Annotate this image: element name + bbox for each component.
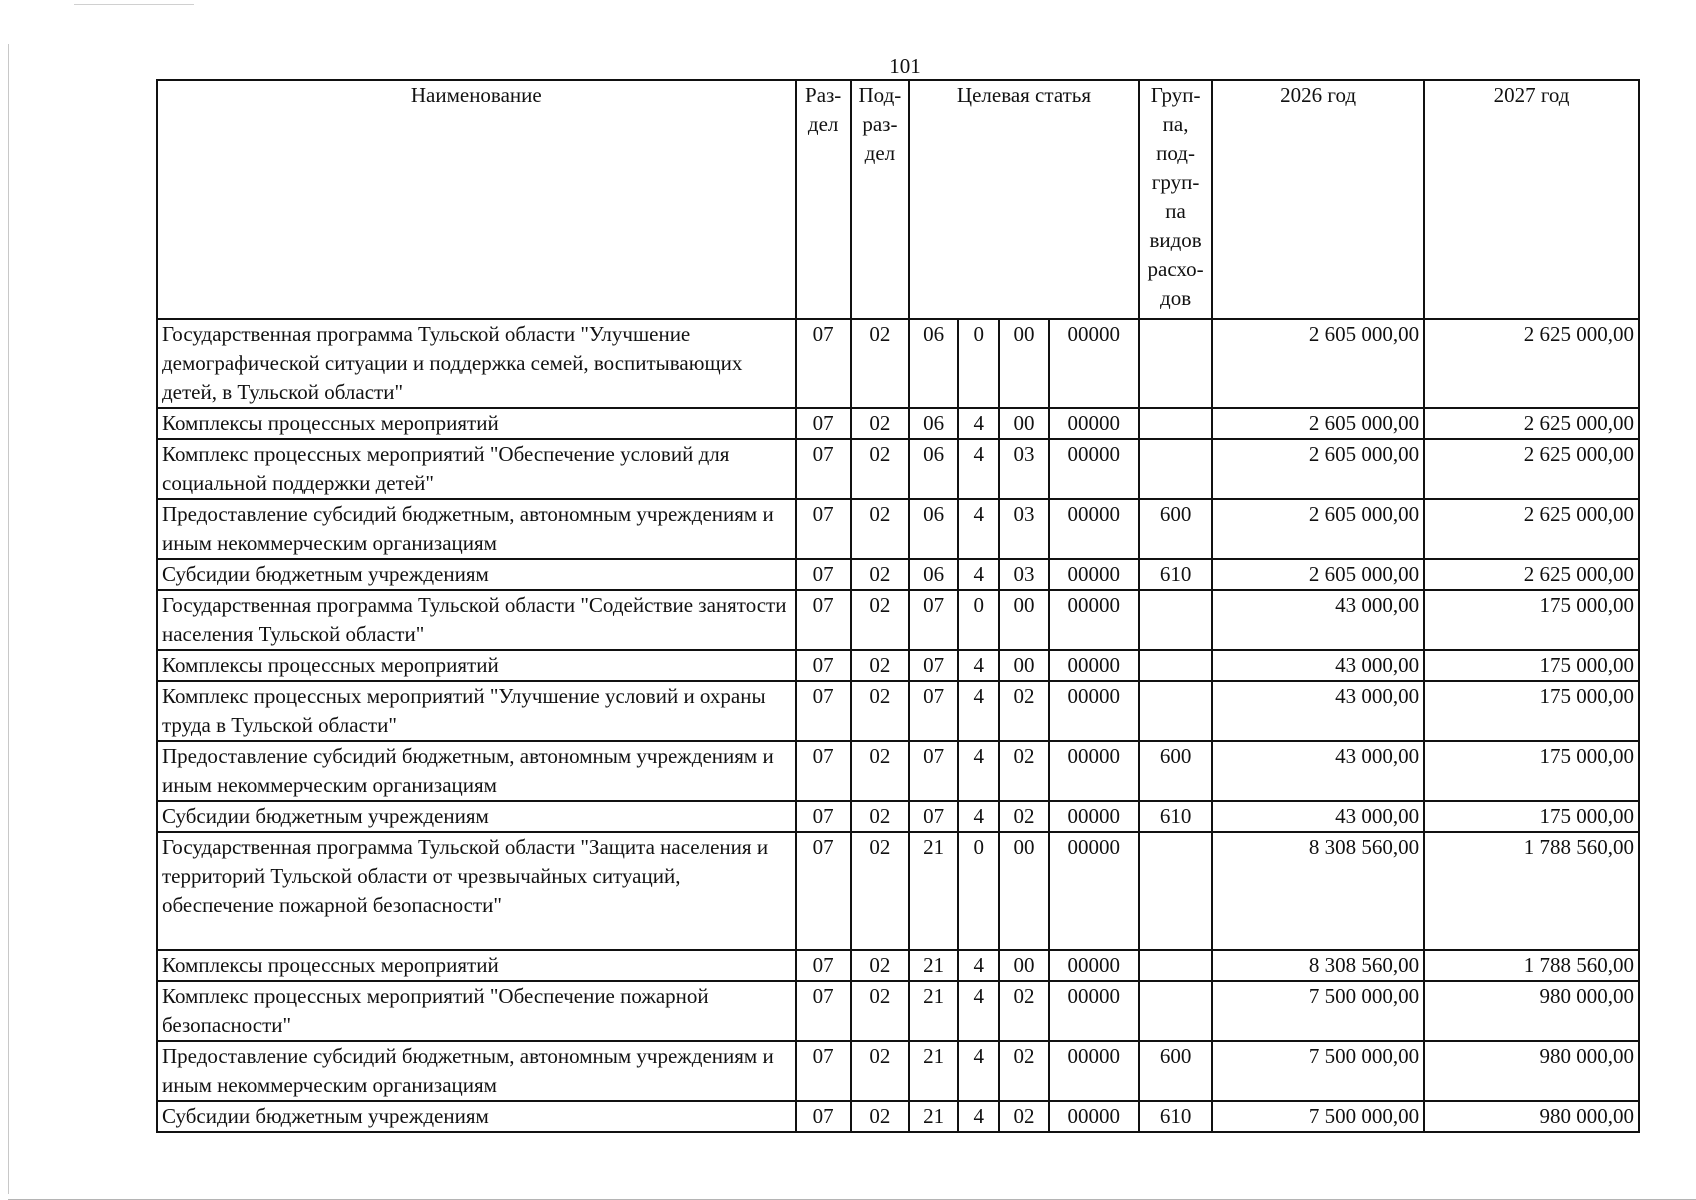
row-amount-2026: 2 605 000,00 [1212, 439, 1424, 499]
row-target-complex: 03 [999, 499, 1048, 559]
row-expense-group [1139, 832, 1212, 950]
row-name: Субсидии бюджетным учреждениям [157, 1101, 796, 1132]
row-amount-2027: 175 000,00 [1424, 681, 1639, 741]
row-name: Субсидии бюджетным учреждениям [157, 559, 796, 590]
header-year-2027: 2027 год [1424, 80, 1639, 319]
row-target-type: 4 [958, 650, 999, 681]
row-amount-2026: 2 605 000,00 [1212, 319, 1424, 408]
table-row [157, 681, 1639, 741]
row-name: Предоставление субсидий бюджетным, автономным учреждениям и иным некоммерческим организациям [157, 741, 796, 801]
row-razdel: 07 [796, 832, 851, 950]
row-expense-group [1139, 319, 1212, 408]
row-target-direction: 00000 [1049, 499, 1139, 559]
header-year-2026: 2026 год [1212, 80, 1424, 319]
row-target-complex: 02 [999, 681, 1048, 741]
row-podrazdel: 02 [851, 950, 909, 981]
row-name: Комплекс процессных мероприятий "Обеспечение условий для социальной поддержки детей" [157, 439, 796, 499]
row-razdel: 07 [796, 950, 851, 981]
row-razdel: 07 [796, 741, 851, 801]
row-target-program: 21 [909, 832, 958, 950]
row-target-type: 0 [958, 832, 999, 950]
row-target-program: 07 [909, 801, 958, 832]
table-row [157, 559, 1639, 590]
row-target-complex: 00 [999, 950, 1048, 981]
row-target-complex: 02 [999, 741, 1048, 801]
row-podrazdel: 02 [851, 439, 909, 499]
row-amount-2026: 7 500 000,00 [1212, 1101, 1424, 1132]
row-name: Предоставление субсидий бюджетным, автономным учреждениям и иным некоммерческим организациям [157, 499, 796, 559]
row-target-type: 4 [958, 741, 999, 801]
row-expense-group [1139, 590, 1212, 650]
row-amount-2027: 2 625 000,00 [1424, 319, 1639, 408]
row-name: Предоставление субсидий бюджетным, автономным учреждениям и иным некоммерческим организациям [157, 1041, 796, 1101]
row-target-program: 06 [909, 408, 958, 439]
row-expense-group [1139, 650, 1212, 681]
row-podrazdel: 02 [851, 981, 909, 1041]
table-row [157, 1041, 1639, 1101]
row-target-direction: 00000 [1049, 832, 1139, 950]
row-target-type: 4 [958, 681, 999, 741]
row-target-program: 07 [909, 741, 958, 801]
row-target-program: 06 [909, 439, 958, 499]
row-amount-2027: 175 000,00 [1424, 741, 1639, 801]
row-amount-2027: 2 625 000,00 [1424, 439, 1639, 499]
row-amount-2026: 43 000,00 [1212, 590, 1424, 650]
row-target-program: 06 [909, 559, 958, 590]
table-row [157, 950, 1639, 981]
row-target-complex: 00 [999, 319, 1048, 408]
row-amount-2027: 980 000,00 [1424, 981, 1639, 1041]
row-razdel: 07 [796, 499, 851, 559]
table-row [157, 650, 1639, 681]
table-row [157, 1101, 1639, 1132]
row-razdel: 07 [796, 1041, 851, 1101]
row-amount-2027: 1 788 560,00 [1424, 950, 1639, 981]
table-row [157, 590, 1639, 650]
row-amount-2026: 2 605 000,00 [1212, 559, 1424, 590]
row-name: Комплексы процессных мероприятий [157, 650, 796, 681]
row-target-complex: 00 [999, 590, 1048, 650]
row-target-type: 4 [958, 499, 999, 559]
row-target-direction: 00000 [1049, 439, 1139, 499]
row-amount-2026: 7 500 000,00 [1212, 981, 1424, 1041]
row-razdel: 07 [796, 559, 851, 590]
row-amount-2027: 980 000,00 [1424, 1101, 1639, 1132]
row-target-type: 4 [958, 439, 999, 499]
row-expense-group [1139, 950, 1212, 981]
row-target-direction: 00000 [1049, 801, 1139, 832]
row-amount-2026: 43 000,00 [1212, 681, 1424, 741]
row-target-complex: 02 [999, 981, 1048, 1041]
row-amount-2026: 2 605 000,00 [1212, 499, 1424, 559]
row-podrazdel: 02 [851, 1101, 909, 1132]
row-target-direction: 00000 [1049, 319, 1139, 408]
header-razdel: Раз- дел [796, 80, 851, 319]
budget-table [156, 79, 1640, 1133]
row-amount-2027: 175 000,00 [1424, 801, 1639, 832]
row-target-program: 21 [909, 1101, 958, 1132]
row-amount-2027: 1 788 560,00 [1424, 832, 1639, 950]
row-amount-2026: 43 000,00 [1212, 741, 1424, 801]
row-target-direction: 00000 [1049, 1041, 1139, 1101]
row-name: Комплексы процессных мероприятий [157, 950, 796, 981]
row-target-complex: 03 [999, 439, 1048, 499]
table-row [157, 741, 1639, 801]
row-target-complex: 02 [999, 1041, 1048, 1101]
table-row [157, 439, 1639, 499]
table-header-row [157, 80, 1639, 319]
row-amount-2027: 175 000,00 [1424, 590, 1639, 650]
row-target-complex: 02 [999, 1101, 1048, 1132]
row-expense-group [1139, 981, 1212, 1041]
row-amount-2026: 8 308 560,00 [1212, 832, 1424, 950]
row-target-complex: 00 [999, 408, 1048, 439]
row-target-complex: 00 [999, 832, 1048, 950]
row-target-direction: 00000 [1049, 1101, 1139, 1132]
row-podrazdel: 02 [851, 499, 909, 559]
row-razdel: 07 [796, 650, 851, 681]
header-name: Наименование [157, 80, 796, 319]
row-target-complex: 00 [999, 650, 1048, 681]
row-amount-2027: 175 000,00 [1424, 650, 1639, 681]
row-target-type: 0 [958, 319, 999, 408]
row-target-direction: 00000 [1049, 681, 1139, 741]
row-expense-group [1139, 408, 1212, 439]
row-name: Комплексы процессных мероприятий [157, 408, 796, 439]
row-amount-2026: 7 500 000,00 [1212, 1041, 1424, 1101]
row-target-program: 06 [909, 319, 958, 408]
row-target-program: 07 [909, 590, 958, 650]
row-name: Комплекс процессных мероприятий "Обеспечение пожарной безопасности" [157, 981, 796, 1041]
row-amount-2026: 43 000,00 [1212, 801, 1424, 832]
row-target-program: 21 [909, 1041, 958, 1101]
row-target-direction: 00000 [1049, 559, 1139, 590]
row-razdel: 07 [796, 590, 851, 650]
row-target-program: 21 [909, 981, 958, 1041]
row-razdel: 07 [796, 981, 851, 1041]
row-podrazdel: 02 [851, 650, 909, 681]
row-amount-2027: 980 000,00 [1424, 1041, 1639, 1101]
row-podrazdel: 02 [851, 832, 909, 950]
scan-edge-left [8, 44, 9, 1194]
row-target-program: 07 [909, 650, 958, 681]
row-expense-group [1139, 681, 1212, 741]
row-razdel: 07 [796, 408, 851, 439]
row-target-complex: 02 [999, 801, 1048, 832]
row-expense-group: 600 [1139, 741, 1212, 801]
row-target-program: 07 [909, 681, 958, 741]
table-body [157, 319, 1639, 1132]
row-podrazdel: 02 [851, 559, 909, 590]
table-row [157, 832, 1639, 950]
row-target-program: 21 [909, 950, 958, 981]
row-podrazdel: 02 [851, 408, 909, 439]
row-razdel: 07 [796, 1101, 851, 1132]
row-target-type: 4 [958, 950, 999, 981]
row-razdel: 07 [796, 681, 851, 741]
table-row [157, 408, 1639, 439]
row-target-type: 4 [958, 559, 999, 590]
row-podrazdel: 02 [851, 1041, 909, 1101]
table-row [157, 319, 1639, 408]
row-podrazdel: 02 [851, 741, 909, 801]
row-target-direction: 00000 [1049, 741, 1139, 801]
scan-edge-top [74, 4, 194, 5]
page-number: 101 [889, 54, 921, 78]
row-expense-group: 610 [1139, 1101, 1212, 1132]
row-expense-group: 610 [1139, 801, 1212, 832]
header-podrazdel: Под- раз- дел [851, 80, 909, 319]
row-razdel: 07 [796, 801, 851, 832]
row-name: Государственная программа Тульской области "Улучшение демографической ситуации и поддержка семей, воспитывающих детей, в Тульской области" [157, 319, 796, 408]
row-podrazdel: 02 [851, 801, 909, 832]
row-name: Государственная программа Тульской области "Защита населения и территорий Тульской области от чрезвычайных ситуаций, обеспечение пожарной безопасности" [157, 832, 796, 950]
row-expense-group: 600 [1139, 499, 1212, 559]
row-target-direction: 00000 [1049, 590, 1139, 650]
row-target-direction: 00000 [1049, 650, 1139, 681]
row-target-type: 4 [958, 408, 999, 439]
header-target-article: Целевая статья [909, 80, 1139, 319]
row-amount-2026: 43 000,00 [1212, 650, 1424, 681]
table-row [157, 499, 1639, 559]
row-expense-group: 600 [1139, 1041, 1212, 1101]
row-target-direction: 00000 [1049, 408, 1139, 439]
row-amount-2027: 2 625 000,00 [1424, 559, 1639, 590]
row-expense-group: 610 [1139, 559, 1212, 590]
row-target-complex: 03 [999, 559, 1048, 590]
row-target-program: 06 [909, 499, 958, 559]
row-podrazdel: 02 [851, 681, 909, 741]
row-amount-2026: 8 308 560,00 [1212, 950, 1424, 981]
row-amount-2027: 2 625 000,00 [1424, 408, 1639, 439]
header-expense-group: Груп- па, под- груп- па видов расхо- дов [1139, 80, 1212, 319]
row-target-type: 0 [958, 590, 999, 650]
table-row [157, 981, 1639, 1041]
row-name: Субсидии бюджетным учреждениям [157, 801, 796, 832]
row-target-type: 4 [958, 1041, 999, 1101]
row-name: Комплекс процессных мероприятий "Улучшение условий и охраны труда в Тульской области" [157, 681, 796, 741]
row-razdel: 07 [796, 439, 851, 499]
row-razdel: 07 [796, 319, 851, 408]
row-podrazdel: 02 [851, 590, 909, 650]
row-name: Государственная программа Тульской области "Содействие занятости населения Тульской области" [157, 590, 796, 650]
row-amount-2027: 2 625 000,00 [1424, 499, 1639, 559]
row-target-type: 4 [958, 1101, 999, 1132]
row-podrazdel: 02 [851, 319, 909, 408]
row-target-direction: 00000 [1049, 950, 1139, 981]
row-expense-group [1139, 439, 1212, 499]
table-row [157, 801, 1639, 832]
row-target-type: 4 [958, 801, 999, 832]
row-target-type: 4 [958, 981, 999, 1041]
row-amount-2026: 2 605 000,00 [1212, 408, 1424, 439]
row-target-direction: 00000 [1049, 981, 1139, 1041]
